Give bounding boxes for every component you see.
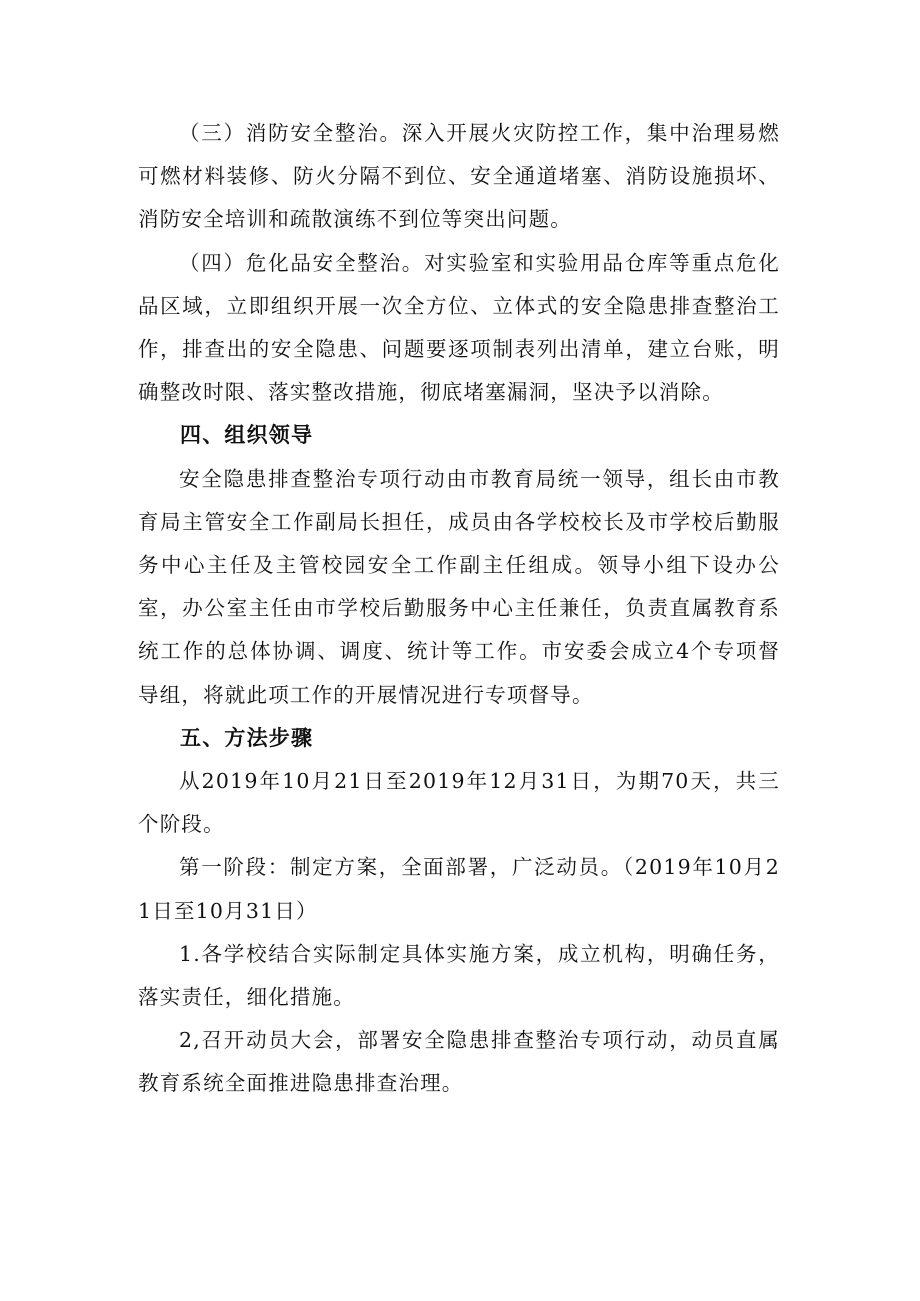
paragraph-leadership: 安全隐患排查整治专项行动由市教育局统一领导，组长由市教育局主管安全工作副局长担任，成员由各学校校长及市学校后勤服务中心主任及主管校园安全工作副主任组成。领导小组下设办公室，办公室主任由市学校后勤服务中心主任兼任，负责直属教育系统工作的总体协调、调度、统计等工作。市安委会成立4个专项督导组，将就此项工作的开展情况进行专项督导。 xyxy=(138,466,780,707)
paragraph-step-one: 1.各学校结合实际制定具体实施方案，成立机构，明确任务，落实责任，细化措施。 xyxy=(138,941,780,1010)
paragraph-timeline: 从2019年10月21日至2019年12月31日，为期70天，共三个阶段。 xyxy=(138,769,780,837)
paragraph-fire-safety: （三）消防安全整治。深入开展火灾防控工作，集中治理易燃可燃材料装修、防火分隔不到位、安全通道堵塞、消防设施损坏、消防安全培训和疏散演练不到位等突出问题。 xyxy=(138,121,780,232)
paragraph-hazmat-safety: （四）危化品安全整治。对实验室和实验用品仓库等重点危化品区域，立即组织开展一次全方位、立体式的安全隐患排查整治工作，排查出的安全隐患、问题要逐项制表列出清单，建立台账，明确整改时限、落实整改措施，彻底堵塞漏洞，坚决予以消除。 xyxy=(138,250,780,405)
paragraph-phase-one: 第一阶段：制定方案，全面部署，广泛动员。（2019年10月21日至10月31日） xyxy=(138,855,780,923)
document-body xyxy=(138,112,780,1106)
heading-methods: 五、方法步骤 xyxy=(180,725,314,750)
heading-leadership: 四、组织领导 xyxy=(180,423,314,448)
paragraph-step-two: 2,召开动员大会，部署安全隐患排查整治专项行动，动员直属教育系统全面推进隐患排查治理。 xyxy=(138,1028,780,1096)
